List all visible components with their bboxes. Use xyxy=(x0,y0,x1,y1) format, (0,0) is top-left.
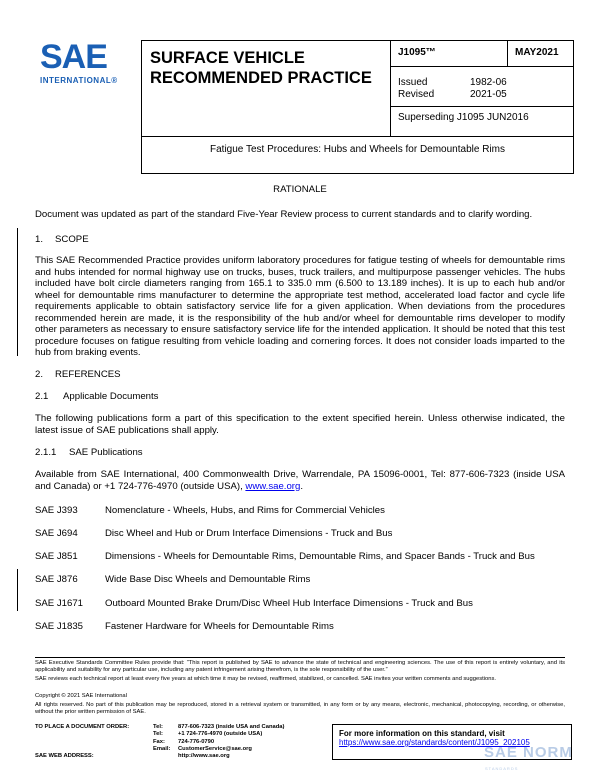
web-label: SAE WEB ADDRESS: xyxy=(35,753,94,760)
logo-wordmark: SAE xyxy=(40,38,107,76)
reference-code: SAE J1671 xyxy=(35,598,84,609)
issued-revised-labels xyxy=(398,77,434,101)
revised-label: Revised xyxy=(398,89,435,100)
document-date: MAY2021 xyxy=(515,47,559,58)
web-value[interactable]: http://www.sae.org xyxy=(178,753,230,760)
more-info-title: For more information on this standard, visit xyxy=(339,729,505,738)
subsection-heading-applicable-documents xyxy=(35,391,158,402)
section-heading-references xyxy=(35,369,121,380)
header-divider xyxy=(141,136,574,137)
document-type: SURFACE VEHICLE RECOMMENDED PRACTICE xyxy=(150,49,372,87)
document-title: Fatigue Test Procedures: Hubs and Wheels for Demountable Rims xyxy=(210,144,505,155)
fax-value: 724-776-0790 xyxy=(178,738,215,745)
change-bar xyxy=(17,228,18,356)
subsection-title: Applicable Documents xyxy=(63,391,159,402)
tel-value: 877-606-7323 (inside USA and Canada) xyxy=(178,724,285,730)
header-divider xyxy=(507,40,508,66)
committee-rules-text: SAE Executive Standards Committee Rules provide that: “This report is published by SAE to advance the state of technical and engineering sciences. The use of this report is entirely voluntary, and its applicability and suitability for any particular use, including any patent infringement arising therefrom, is the sole responsibility of the user.” xyxy=(35,660,565,673)
email-value[interactable]: CustomerService@sae.org xyxy=(178,745,252,752)
logo-subtext: INTERNATIONAL® xyxy=(40,76,118,85)
superseding-note: Superseding J1095 JUN2016 xyxy=(398,112,529,123)
watermark-subtext: STANDARDS xyxy=(485,766,519,771)
issued-label: Issued xyxy=(398,77,428,88)
subsubsection-number: 2.1.1 xyxy=(35,447,57,458)
review-text: SAE reviews each technical report at least every five years at which time it may be revised, reaffirmed, stabilized, or cancelled. SAE invites your written comments and suggestions. xyxy=(35,676,496,682)
reference-title: Outboard Mounted Brake Drum/Disc Wheel Hub Interface Dimensions - Truck and Bus xyxy=(105,598,473,609)
applicable-documents-text: The following publications form a part of this specification to the extent specified herein. Unless otherwise indicated, the latest issue of SAE publications shall apply. xyxy=(35,413,565,436)
reference-title: Wide Base Disc Wheels and Demountable Rims xyxy=(105,574,311,585)
availability-text xyxy=(35,469,565,492)
email-label: Email: xyxy=(153,745,171,752)
subsubsection-heading-sae-publications xyxy=(35,447,143,458)
rationale-text: Document was updated as part of the standard Five-Year Review process to current standards and to clarify wording. xyxy=(35,209,533,220)
reference-code: SAE J694 xyxy=(35,528,78,539)
tel-value: +1 724-776-4970 (outside USA) xyxy=(178,731,263,738)
tel-label: Tel: xyxy=(153,724,163,730)
reference-title: Disc Wheel and Hub or Drum Interface Dimensions - Truck and Bus xyxy=(105,528,393,539)
scope-text: This SAE Recommended Practice provides uniform laboratory procedures for fatigue testing of wheels for demountable rims and hubs intended for normal highway use on trucks, buses, truck trailers, and multipurpose passenger vehicles. The hubs included have bolt circle diameters ranging from 165.1 to 335.0 mm (6.500 to 13.189 inches). It is up to each hub and/or wheel for demountable rims manufacturer to determine the appropriate test method, accelerated load factor and cycle life requirements applicable to obtain satisfactory service life for a given application. When deviations from the procedures recommended herein are made, it is the responsibility of the hub and/or wheel for demountable rims developer to modify other parameters as necessary to ensure satisfactory service life for the intended application. It should be noted that this test procedure focuses on fatigue resulting from vehicle loading and cornering forces. It does not consider loads imparted to the hub from braking events. xyxy=(35,255,565,358)
reference-item xyxy=(35,528,392,539)
rights-text: All rights reserved. No part of this publication may be reproduced, stored in a retrieval system or transmitted, in any form or by any means, electronic, mechanical, photocopying, recording, or otherwise, without the prior written permission of SAE. xyxy=(35,702,565,715)
availability-end: . xyxy=(300,480,303,492)
header-divider xyxy=(391,66,574,67)
header-divider xyxy=(391,106,574,107)
subsection-number: 2.1 xyxy=(35,391,49,402)
rationale-heading: RATIONALE xyxy=(273,184,327,195)
reference-item xyxy=(35,505,385,516)
reference-code: SAE J393 xyxy=(35,505,78,516)
subsubsection-title: SAE Publications xyxy=(69,447,143,458)
sae-logo xyxy=(40,40,140,90)
issued-revised-values xyxy=(470,77,507,101)
reference-code: SAE J876 xyxy=(35,574,78,585)
issued-value: 1982-06 xyxy=(470,77,507,88)
reference-item xyxy=(35,574,310,585)
section-number: 1. xyxy=(35,234,44,245)
reference-title: Nomenclature - Wheels, Hubs, and Rims for Commercial Vehicles xyxy=(105,505,385,516)
copyright-text: Copyright © 2021 SAE International xyxy=(35,693,127,699)
section-title: REFERENCES xyxy=(55,369,121,380)
revised-value: 2021-05 xyxy=(470,89,507,100)
order-contact-block xyxy=(35,724,284,760)
reference-item xyxy=(35,621,334,632)
section-heading-scope xyxy=(35,234,89,245)
reference-code: SAE J1835 xyxy=(35,621,84,632)
reference-code: SAE J851 xyxy=(35,551,78,562)
reference-item xyxy=(35,551,535,562)
fax-label: Fax: xyxy=(153,738,165,745)
footer-divider xyxy=(35,657,565,658)
order-label: TO PLACE A DOCUMENT ORDER: xyxy=(35,724,130,730)
section-title: SCOPE xyxy=(55,234,89,245)
reference-item xyxy=(35,598,473,609)
watermark: SAE NORM xyxy=(484,744,573,761)
sae-website-link[interactable]: www.sae.org xyxy=(245,480,301,492)
availability-body: Available from SAE International, 400 Commonwealth Drive, Warrendale, PA 15096-0001, Tel: 877-606-7323 (inside USA and Canada) or +1 724-776-4970 (outside USA), xyxy=(35,469,565,492)
reference-title: Fastener Hardware for Wheels for Demountable Rims xyxy=(105,621,334,632)
reference-title: Dimensions - Wheels for Demountable Rims, Demountable Rims, and Spacer Bands - Truck and Bus xyxy=(105,551,535,562)
section-number: 2. xyxy=(35,369,44,380)
document-number: J1095™ xyxy=(398,47,436,58)
change-bar xyxy=(17,569,18,611)
standard-url-link[interactable]: https://www.sae.org/standards/content/J1095_202105 xyxy=(339,738,530,747)
tel-label: Tel: xyxy=(153,731,163,738)
